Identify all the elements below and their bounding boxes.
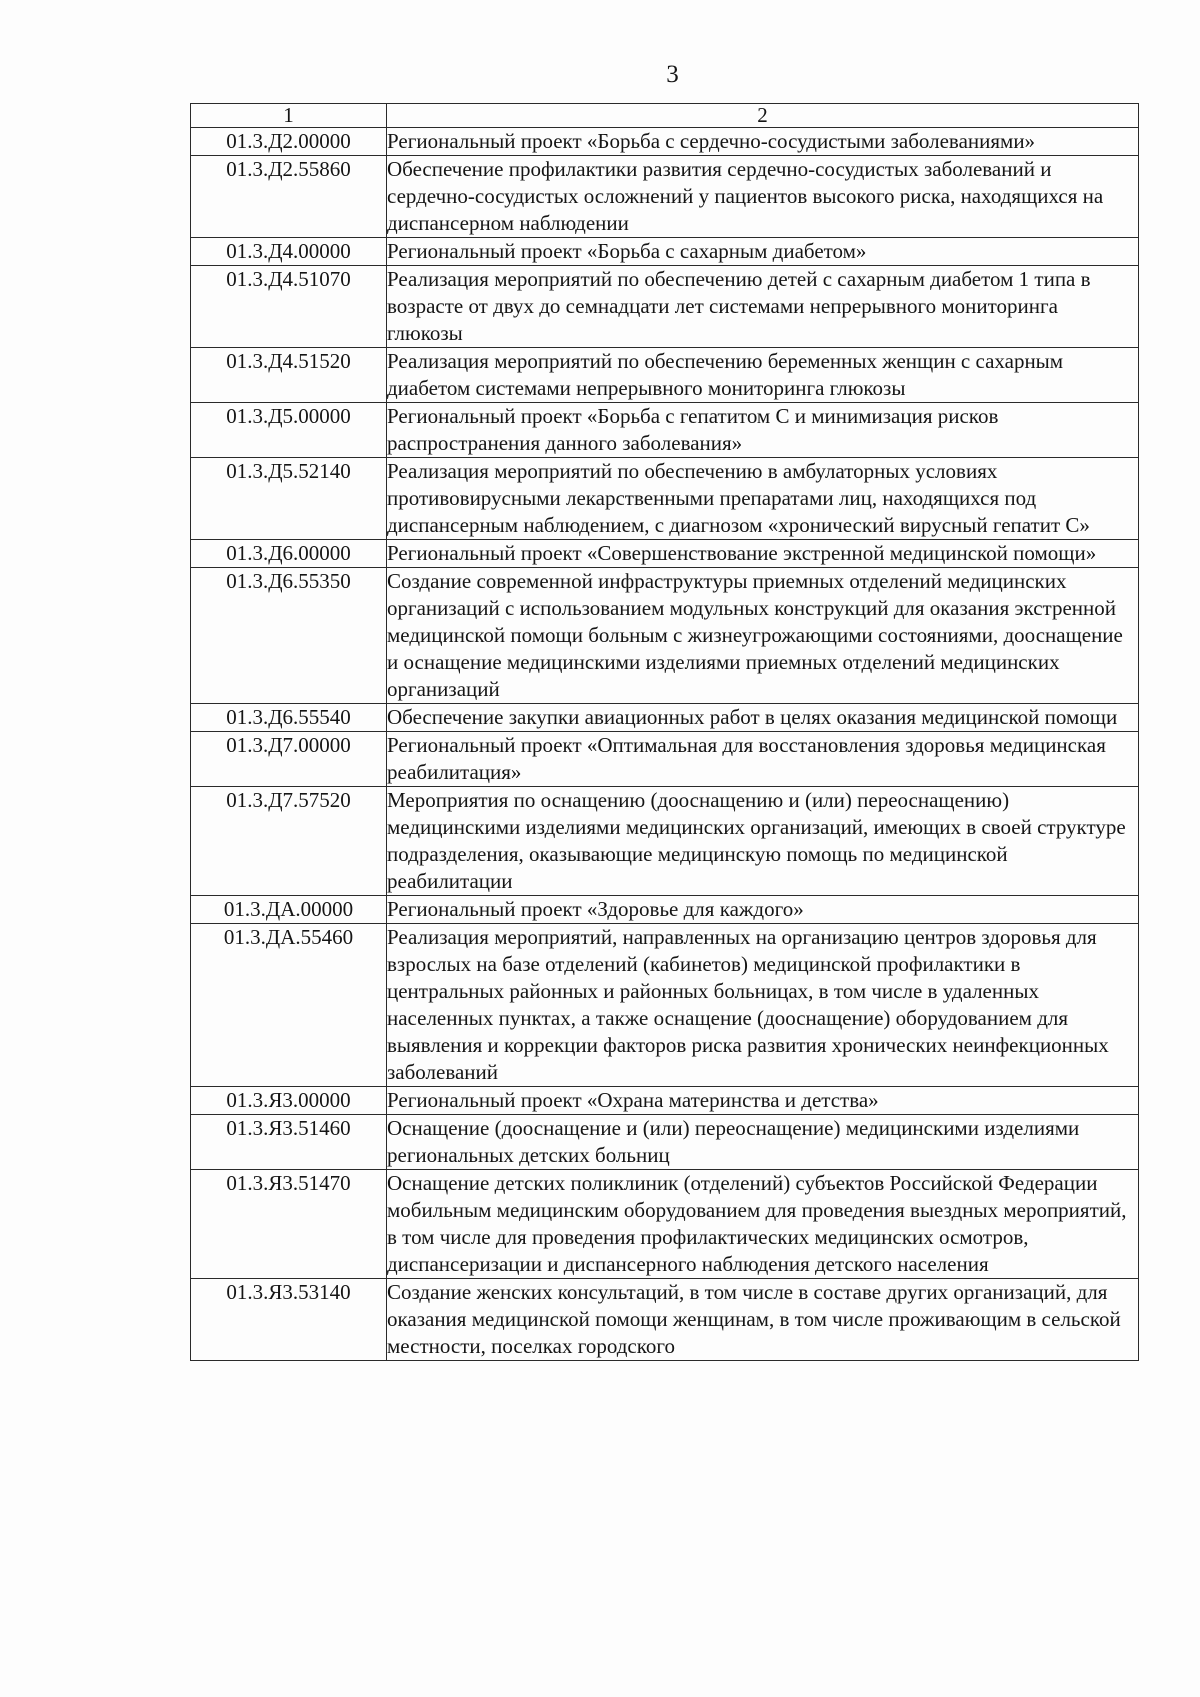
table-row [191, 787, 1139, 896]
target-code-cell: 01.3.Д2.55860 [191, 156, 387, 238]
target-code-cell: 01.3.Д5.52140 [191, 458, 387, 540]
target-name-cell: Мероприятия по оснащению (дооснащению и (или) переоснащению) медицинскими изделиями медицинских организаций, имеющих в своей структуре подразделения, оказывающие медицинскую помощь по медицинской реабилитации [387, 787, 1139, 896]
table-row [191, 403, 1139, 458]
target-name-cell: Региональный проект «Охрана материнства и детства» [387, 1087, 1139, 1115]
table-row [191, 896, 1139, 924]
target-name-cell: Оснащение детских поликлиник (отделений) субъектов Российской Федерации мобильным медицинским оборудованием для проведения выездных мероприятий, в том числе для проведения профилактических медицинских осмотров, диспансеризации и диспансерного наблюдения детского населения [387, 1170, 1139, 1279]
target-code-cell: 01.3.Д7.57520 [191, 787, 387, 896]
column-header-code: 1 [191, 104, 387, 128]
table-row [191, 704, 1139, 732]
target-name-cell: Реализация мероприятий по обеспечению беременных женщин с сахарным диабетом системами непрерывного мониторинга глюкозы [387, 348, 1139, 403]
table-row [191, 1170, 1139, 1279]
target-code-cell: 01.3.Я3.53140 [191, 1279, 387, 1361]
target-code-cell: 01.3.Д6.55350 [191, 568, 387, 704]
target-name-cell: Региональный проект «Борьба с гепатитом С и минимизация рисков распространения данного заболевания» [387, 403, 1139, 458]
target-name-cell: Региональный проект «Борьба с сахарным диабетом» [387, 238, 1139, 266]
table-row [191, 348, 1139, 403]
table-row [191, 1279, 1139, 1361]
target-code-cell: 01.3.Д6.55540 [191, 704, 387, 732]
target-name-cell: Создание современной инфраструктуры приемных отделений медицинских организаций с использованием модульных конструкций для оказания экстренной медицинской помощи больным с жизнеугрожающими состояниями, дооснащение и оснащение медицинскими изделиями приемных отделений медицинских организаций [387, 568, 1139, 704]
target-name-cell: Обеспечение закупки авиационных работ в целях оказания медицинской помощи [387, 704, 1139, 732]
target-name-cell: Региональный проект «Борьба с сердечно-сосудистыми заболеваниями» [387, 128, 1139, 156]
target-code-cell: 01.3.Я3.51460 [191, 1115, 387, 1170]
target-code-cell: 01.3.Д4.00000 [191, 238, 387, 266]
target-name-cell: Создание женских консультаций, в том числе в составе других организаций, для оказания медицинской помощи женщинам, в том числе проживающим в сельской местности, поселках городского [387, 1279, 1139, 1361]
target-code-cell: 01.3.Я3.51470 [191, 1170, 387, 1279]
table-row [191, 128, 1139, 156]
target-code-cell: 01.3.Д7.00000 [191, 732, 387, 787]
table-row [191, 1087, 1139, 1115]
target-name-cell: Обеспечение профилактики развития сердечно-сосудистых заболеваний и сердечно-сосудистых осложнений у пациентов высокого риска, находящихся на диспансерном наблюдении [387, 156, 1139, 238]
target-name-cell: Региональный проект «Здоровье для каждого» [387, 896, 1139, 924]
target-name-cell: Реализация мероприятий по обеспечению детей с сахарным диабетом 1 типа в возрасте от двух до семнадцати лет системами непрерывного мониторинга глюкозы [387, 266, 1139, 348]
target-name-cell: Реализация мероприятий, направленных на организацию центров здоровья для взрослых на базе отделений (кабинетов) медицинской профилактики в центральных районных и районных больницах, в том числе в удаленных населенных пунктах, а также оснащение (дооснащение) оборудованием для выявления и коррекции факторов риска развития хронических неинфекционных заболеваний [387, 924, 1139, 1087]
table-row [191, 458, 1139, 540]
table-header-row [191, 104, 1139, 128]
table-row [191, 238, 1139, 266]
target-code-cell: 01.3.ДА.55460 [191, 924, 387, 1087]
target-name-cell: Оснащение (дооснащение и (или) переоснащение) медицинскими изделиями региональных детских больниц [387, 1115, 1139, 1170]
target-name-cell: Реализация мероприятий по обеспечению в амбулаторных условиях противовирусными лекарственными препаратами лиц, находящихся под диспансерным наблюдением, с диагнозом «хронический вирусный гепатит С» [387, 458, 1139, 540]
target-code-cell: 01.3.Д2.00000 [191, 128, 387, 156]
table-row [191, 568, 1139, 704]
target-name-cell: Региональный проект «Совершенствование экстренной медицинской помощи» [387, 540, 1139, 568]
target-code-cell: 01.3.Д6.00000 [191, 540, 387, 568]
table-row [191, 732, 1139, 787]
target-code-cell: 01.3.Д4.51520 [191, 348, 387, 403]
target-code-cell: 01.3.Я3.00000 [191, 1087, 387, 1115]
table-row [191, 266, 1139, 348]
table-row [191, 156, 1139, 238]
table-row [191, 540, 1139, 568]
table-row [191, 924, 1139, 1087]
page-number: 3 [666, 61, 679, 88]
target-code-cell: 01.3.Д4.51070 [191, 266, 387, 348]
target-code-cell: 01.3.ДА.00000 [191, 896, 387, 924]
column-header-name: 2 [387, 104, 1139, 128]
table-row [191, 1115, 1139, 1170]
budget-classification-table [190, 103, 1139, 1361]
target-name-cell: Региональный проект «Оптимальная для восстановления здоровья медицинская реабилитация» [387, 732, 1139, 787]
target-code-cell: 01.3.Д5.00000 [191, 403, 387, 458]
table-body [191, 128, 1139, 1361]
